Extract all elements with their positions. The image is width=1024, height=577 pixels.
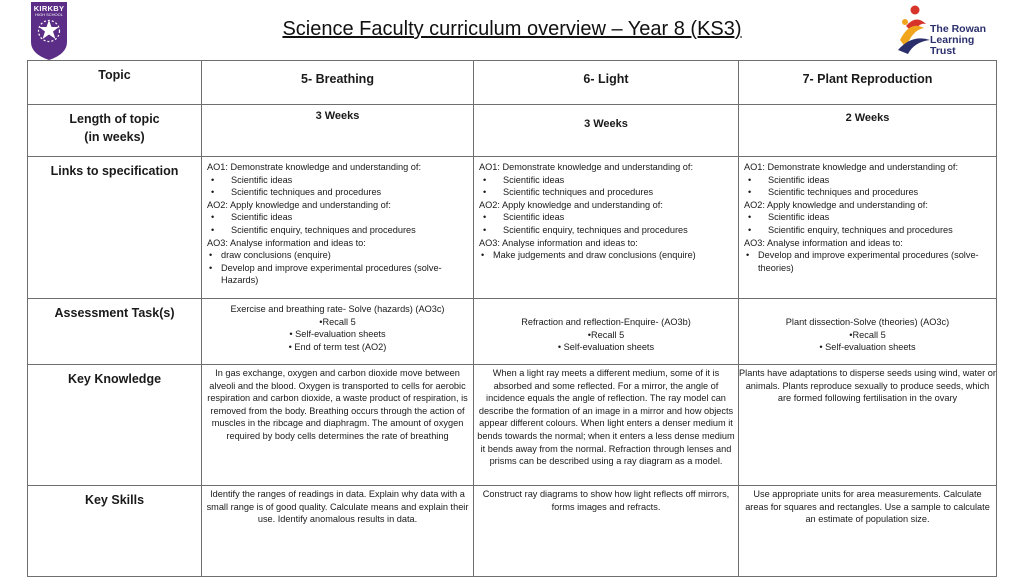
- list-item: • Scientific enquiry, techniques and procedures: [479, 224, 734, 237]
- assessment-line: Exercise and breathing rate- Solve (hazards) (AO3c): [230, 304, 445, 314]
- topic-light: 6- Light: [474, 61, 739, 105]
- spec-ao1: AO1: Demonstrate knowledge and understanding of:: [744, 162, 958, 172]
- length-label-line1: Length of topic: [69, 112, 160, 126]
- assessment-line: • Self-evaluation sheets: [819, 342, 916, 353]
- assessment-breathing: [202, 299, 474, 365]
- assessment-line: • End of term test (AO2): [288, 341, 387, 352]
- topic-row: [28, 61, 997, 105]
- assessment-line: Plant dissection-Solve (theories) (AO3c): [785, 317, 950, 327]
- spec-plant: [739, 157, 997, 299]
- kirkby-logo: [30, 2, 68, 60]
- list-item: • Develop and improve experimental procedures (solve-Hazards): [207, 262, 469, 287]
- assessment-plant: [739, 299, 997, 365]
- list-item: • Scientific ideas: [207, 174, 469, 187]
- skills-label: Key Skills: [28, 486, 202, 577]
- length-light: 3 Weeks: [474, 105, 739, 157]
- skills-row: [28, 486, 997, 577]
- assessment-line: •Recall 5: [319, 316, 356, 327]
- skills-breathing: Identify the ranges of readings in data. Explain why data with a small range is of good quality. Calculate means and explain their use. Identify anomalous results in data.: [202, 486, 474, 577]
- length-label: [28, 105, 202, 157]
- spec-light: [474, 157, 739, 299]
- rowan-trust-text: The Rowan Learning Trust: [930, 23, 987, 57]
- spec-ao1: AO1: Demonstrate knowledge and understanding of:: [479, 162, 693, 172]
- list-item: • Scientific ideas: [479, 174, 734, 187]
- list-item: • Make judgements and draw conclusions (enquire): [479, 249, 734, 262]
- topic-breathing: 5- Breathing: [202, 61, 474, 105]
- assessment-line: • Self-evaluation sheets: [557, 342, 655, 353]
- list-item: • Scientific enquiry, techniques and procedures: [744, 224, 992, 237]
- spec-ao2: AO2: Apply knowledge and understanding of:: [479, 199, 663, 210]
- spec-ao1: AO1: Demonstrate knowledge and understanding of:: [207, 162, 421, 172]
- list-item: • Scientific techniques and procedures: [744, 186, 992, 199]
- spec-ao3: AO3: Analyse information and ideas to:: [207, 237, 366, 248]
- length-row: [28, 105, 997, 157]
- spec-ao3: AO3: Analyse information and ideas to:: [744, 237, 903, 248]
- spec-ao2: AO2: Apply knowledge and understanding of:: [744, 199, 928, 210]
- assessment-line: •Recall 5: [849, 329, 886, 340]
- assessment-line: •Recall 5: [587, 329, 625, 340]
- list-item: • Scientific ideas: [744, 174, 992, 187]
- list-item: • Scientific enquiry, techniques and procedures: [207, 224, 469, 237]
- spec-ao2: AO2: Apply knowledge and understanding of:: [207, 199, 391, 210]
- kirkby-logo-subtext: HIGH SCHOOL: [34, 12, 63, 17]
- list-item: • Scientific ideas: [479, 211, 734, 224]
- knowledge-breathing: In gas exchange, oxygen and carbon dioxide move between alveoli and the blood. Oxygen is transported to cells for aerobic respiration and carbon dioxide, a waste product of respiration, is removed from the body. Breathing occurs through the action of muscles in the ribcage and diaphragm. The amount of oxygen required by body cells determines the rate of breathing: [202, 365, 474, 486]
- spec-label: Links to specification: [28, 157, 202, 299]
- kirkby-logo-text: KIRKBY: [33, 4, 65, 13]
- assessment-line: Refraction and reflection-Enquire- (AO3b): [521, 317, 691, 327]
- list-item: • Develop and improve experimental procedures (solve-theories): [744, 249, 992, 274]
- length-breathing: 3 Weeks: [202, 105, 474, 157]
- skills-light: Construct ray diagrams to show how light reflects off mirrors, forms images and refracts.: [474, 486, 739, 577]
- knowledge-label: Key Knowledge: [28, 365, 202, 486]
- assessment-line: • Self-evaluation sheets: [289, 329, 386, 340]
- skills-plant: Use appropriate units for area measurements. Calculate areas for squares and rectangles. Use a sample to calculate an estimate of population size.: [739, 486, 997, 577]
- knowledge-plant: Plants have adaptations to disperse seeds using wind, water or animals. Plants reproduce sexually to produce seeds, which are formed following fertilisation in the ovary: [739, 365, 997, 486]
- page-title: Science Faculty curriculum overview – Year 8 (KS3): [282, 18, 742, 40]
- assessment-row: [28, 299, 997, 365]
- assessment-light: [474, 299, 739, 365]
- length-plant: 2 Weeks: [739, 105, 997, 157]
- list-item: • draw conclusions (enquire): [207, 249, 469, 262]
- knowledge-light: When a light ray meets a different medium, some of it is absorbed and some reflected. For a mirror, the angle of incidence equals the angle of reflection. The ray model can describe the formation of an image in a mirror and how objects appear different colours. When light enters a denser medium it bends towards the normal; when it enters a less dense medium it bends away from the normal. Refraction through lenses and prisms can be described using a ray diagram as a model.: [474, 365, 739, 486]
- curriculum-table: [27, 60, 997, 577]
- spec-row: [28, 157, 997, 299]
- spec-ao3: AO3: Analyse information and ideas to:: [479, 237, 638, 248]
- list-item: • Scientific techniques and procedures: [207, 186, 469, 199]
- list-item: • Scientific techniques and procedures: [479, 186, 734, 199]
- topic-label: Topic: [28, 61, 202, 105]
- length-label-line2: (in weeks): [84, 130, 145, 144]
- topic-plant-reproduction: 7- Plant Reproduction: [739, 61, 997, 105]
- list-item: • Scientific ideas: [207, 211, 469, 224]
- assessment-label: Assessment Task(s): [28, 299, 202, 365]
- spec-breathing: [202, 157, 474, 299]
- rowan-trust-logo: [896, 4, 998, 56]
- list-item: • Scientific ideas: [744, 211, 992, 224]
- knowledge-row: [28, 365, 997, 486]
